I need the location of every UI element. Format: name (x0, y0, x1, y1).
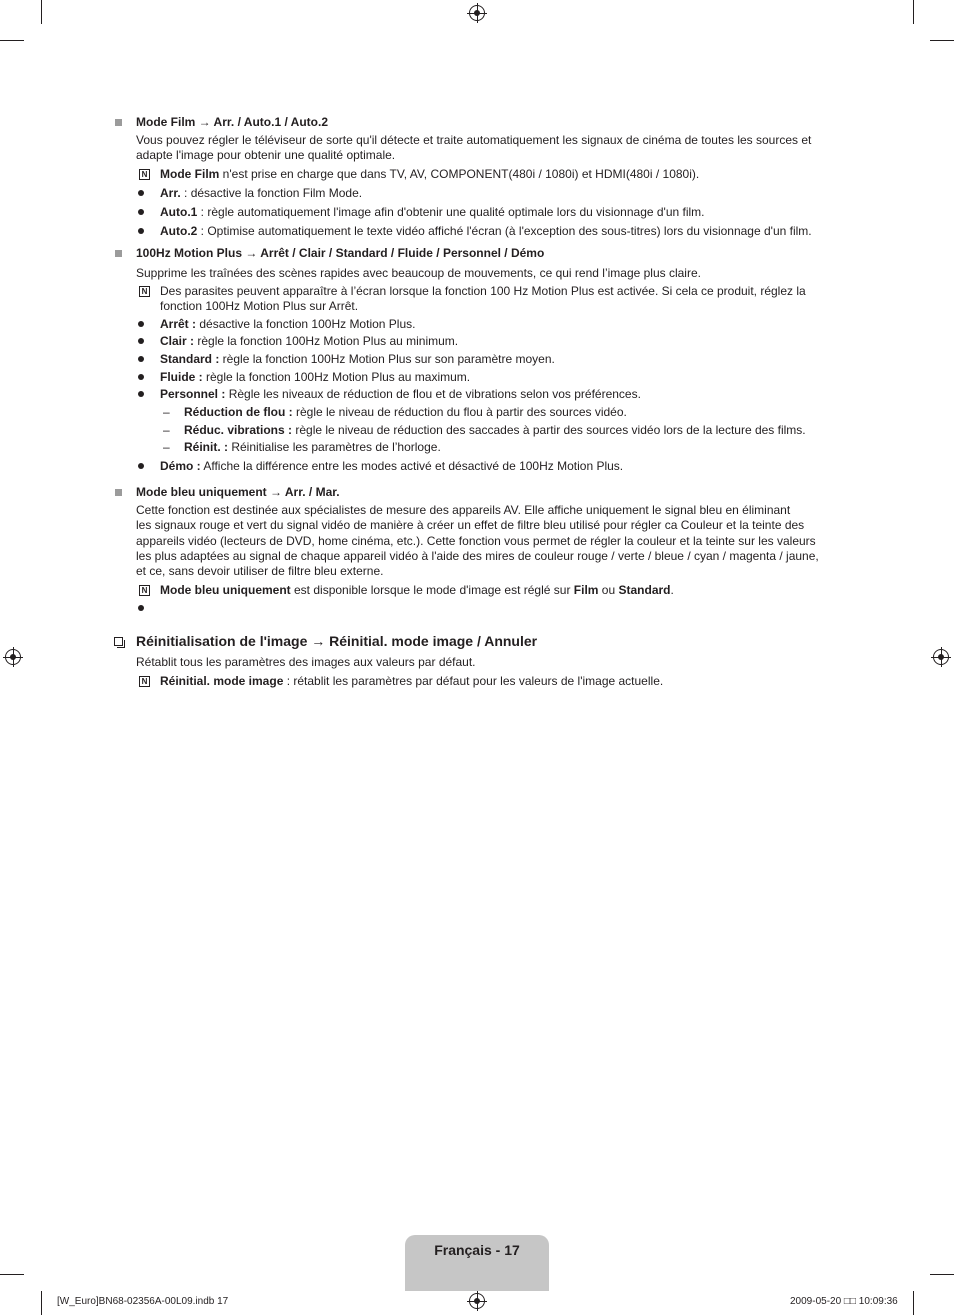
crop-mark (41, 0, 42, 24)
blue-mode-note: Mode bleu uniquement est disponible lorsque le mode d'image est réglé sur Film ou Standard. (160, 583, 674, 597)
list-item: Personnel : Règle les niveaux de réduction de flou et de vibrations selon vos préférences. (160, 387, 641, 401)
sub-list-item: Réduc. vibrations : règle le niveau de réduction des saccades à partir des sources vidéo lors de la lecture des films. (184, 423, 806, 437)
bullet-icon (138, 228, 144, 234)
note-icon: N (139, 676, 150, 687)
list-item: Clair : règle la fonction 100Hz Motion Plus au minimum. (160, 334, 459, 348)
motion-plus-title: 100Hz Motion Plus → Arrêt / Clair / Standard / Fluide / Personnel / Démo (136, 246, 545, 260)
blue-mode-title: Mode bleu uniquement → Arr. / Mar. (136, 485, 340, 499)
blue-mode-desc: et ce, sans devoir utiliser de filtre bleu externe. (136, 564, 384, 578)
list-item: Standard : règle la fonction 100Hz Motion Plus sur son paramètre moyen. (160, 352, 555, 366)
square-bullet-icon (115, 489, 122, 496)
note-icon: N (139, 585, 150, 596)
blue-mode-desc: les signaux rouge et vert du signal vidéo de manière à créer un effet de filtre bleu utilisé pour régler ca Couleur et la teinte des (136, 518, 805, 532)
page-number: Français - 17 (434, 1242, 520, 1258)
mode-film-note: Mode Film n'est prise en charge que dans TV, AV, COMPONENT(480i / 1080i) et HDMI(480i / 1080i). (160, 167, 700, 181)
bullet-icon (138, 190, 144, 196)
blue-mode-desc: les plus adaptées au signal de chaque appareil vidéo à l'aide des mires de couleur rouge / verte / bleue / cyan / magenta / jaune, (136, 549, 819, 563)
bullet-icon (138, 605, 144, 611)
crop-mark (41, 1291, 42, 1315)
crop-mark (913, 0, 914, 24)
motion-plus-note: fonction 100Hz Motion Plus sur Arrêt. (160, 299, 359, 313)
reset-desc: Rétablit tous les paramètres des images aux valeurs par défaut. (136, 655, 476, 669)
checkbox-bullet-icon (114, 637, 123, 646)
registration-mark-icon (469, 5, 485, 21)
note-icon: N (139, 286, 150, 297)
blue-mode-desc: appareils vidéo (lecteurs de DVD, home cinéma, etc.). Cette fonction vous permet de régler la couleur et la teinte sur les valeurs (136, 534, 816, 548)
sub-list-item: Réduction de flou : règle le niveau de réduction du flou à partir des sources vidéo. (184, 405, 627, 419)
crop-mark (930, 40, 954, 41)
list-item: Auto.1 : règle automatiquement l'image afin d'obtenir une qualité optimale lors du visionnage d'un film. (160, 205, 705, 219)
bullet-icon (138, 463, 144, 469)
footer-file: [W_Euro]BN68-02356A-00L09.indb 17 (57, 1296, 229, 1307)
square-bullet-icon (115, 119, 122, 126)
bullet-icon (138, 338, 144, 344)
reset-title: Réinitialisation de l'image → Réinitial. mode image / Annuler (136, 633, 538, 649)
mode-film-desc: Vous pouvez régler le téléviseur de sorte qu'il détecte et traite automatiquement les signaux de cinéma de toutes les sources et (136, 133, 812, 147)
motion-plus-desc: Supprime les traînées des scènes rapides avec beaucoup de mouvements, ce qui rend l’image plus claire. (136, 266, 701, 280)
note-icon: N (139, 169, 150, 180)
footer-date: 2009-05-20 □□ 10:09:36 (790, 1296, 898, 1307)
registration-mark-icon (933, 649, 949, 665)
bullet-icon (138, 356, 144, 362)
bullet-icon (138, 391, 144, 397)
dash-bullet-icon: – (163, 423, 170, 437)
dash-bullet-icon: – (163, 405, 170, 419)
sub-list-item: Réinit. : Réinitialise les paramètres de l’horloge. (184, 440, 441, 454)
motion-plus-note: Des parasites peuvent apparaître à l’écran lorsque la fonction 100 Hz Motion Plus est activée. Si cela ce produit, réglez la (160, 284, 806, 298)
dash-bullet-icon: – (163, 440, 170, 454)
bullet-icon (138, 209, 144, 215)
crop-mark (0, 40, 24, 41)
blue-mode-desc: Cette fonction est destinée aux spécialistes de mesure des appareils AV. Elle affiche uniquement le signal bleu en éliminant (136, 503, 791, 517)
mode-film-title: Mode Film → Arr. / Auto.1 / Auto.2 (136, 115, 329, 129)
list-item: Arrêt : désactive la fonction 100Hz Motion Plus. (160, 317, 416, 331)
crop-mark (930, 1274, 954, 1275)
square-bullet-icon (115, 250, 122, 257)
crop-mark (0, 1274, 24, 1275)
reset-note: Réinitial. mode image : rétablit les paramètres par défaut pour les valeurs de l'image actuelle. (160, 674, 664, 688)
list-item: Auto.2 : Optimise automatiquement le texte vidéo affiché l'écran (à l'exception des sous-titres) lors du visionnage d'un film. (160, 224, 812, 238)
mode-film-desc: adapte l'image pour obtenir une qualité optimale. (136, 148, 396, 162)
registration-mark-icon (5, 649, 21, 665)
bullet-icon (138, 321, 144, 327)
bullet-icon (138, 374, 144, 380)
list-item: Arr. : désactive la fonction Film Mode. (160, 186, 363, 200)
list-item: Démo : Affiche la différence entre les modes activé et désactivé de 100Hz Motion Plus. (160, 459, 624, 473)
registration-mark-icon (469, 1293, 485, 1309)
crop-mark (913, 1291, 914, 1315)
list-item: Fluide : règle la fonction 100Hz Motion Plus au maximum. (160, 370, 471, 384)
